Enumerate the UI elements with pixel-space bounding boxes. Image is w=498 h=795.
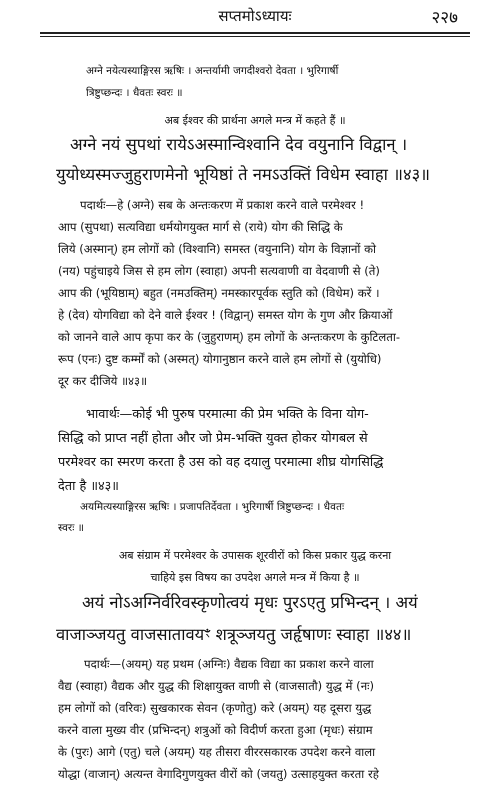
header-rule — [40, 32, 470, 34]
page-number: २२७ — [431, 8, 458, 28]
padartha-line: वैद्य (स्वाहा) वैद्यक और युद्ध की शिक्षायुक्त वाणी से (वाजसातौ) युद्ध में (नः) — [58, 679, 375, 693]
padartha-line: रूप (एनः) दुष्ट कर्म्मों को (अस्मत्) योगानुष्ठान करने वाले हम लोगों से (युयोधि) — [58, 352, 382, 366]
padartha-line: लिये (अस्मान्) हम लोगों को (विश्वानि) समस्त (वयुनानि) योग के विज्ञानों को — [58, 242, 376, 256]
page-header — [40, 4, 470, 30]
header-rule-thin — [40, 36, 470, 37]
padartha-line: आप की (भूयिष्ठाम्) बहुत (नमउक्तिम्) नमस्कारपूर्वक स्तुति को (विधेम) करें । — [58, 286, 380, 300]
mantra-line: युयोध्यस्मज्जुहुराणमेनो भूयिष्ठां ते नमऽउक्तिं विधेम स्वाहा ॥४३॥ — [56, 165, 431, 184]
padartha-line: योद्धा (वाजान्) अत्यन्त वेगादिगुणयुक्त वीरों को (जयतु) उत्साहयुक्त करता रहे — [58, 767, 379, 781]
padartha-line: पदार्थः—हे (अग्ने) सब के अन्तःकरण में प्रकाश करने वाले परमेश्वर ! — [80, 198, 365, 212]
mantra-line: अयं नोऽअग्निर्वरिवस्कृणोत्वयं मृधः पुरऽएतु प्रभिन्दन् । अयं — [82, 593, 418, 612]
bhavartha-line: परमेश्वर का स्मरण करता है उस को वह दयालु परमात्मा शीघ्र योगसिद्धि — [58, 455, 384, 470]
bhavartha-line: देता है ॥४३॥ — [58, 479, 119, 494]
rishi-line: त्रिष्टुप्छन्दः । धैवतः स्वरः ॥ — [86, 87, 183, 99]
padartha-line: आप (सुपथा) सत्यविद्या धर्मयोगयुक्त मार्ग से (राये) योग की सिद्धि के — [58, 220, 343, 234]
mantra-line: अग्ने नयं सुपथां रायेऽअस्मान्विश्वानि देव वयुनानि विद्वान् । — [70, 135, 408, 154]
rishi-line: स्वरः ॥ — [58, 522, 84, 534]
padartha-line: करने वाला मुख्य वीर (प्रभिन्दन्) शत्रुओं को विदीर्ण करता हुआ (मृधः) संग्राम — [58, 723, 373, 737]
padartha-line: को जानने वाले आप कृपा कर के (जुहुराणम्) हम लोगों के अन्तःकरण के कुटिलता- — [58, 330, 401, 344]
chapter-title: सप्तमोऽध्यायः — [218, 7, 292, 25]
mantra-line: वाजाञ्जयतु वाजसातावयꣳ शत्रूञ्जयतु जर्हृषाणः स्वाहा ॥४४॥ — [56, 625, 412, 644]
rishi-line: अग्ने नयेत्यस्याङ्गिरस ऋषिः । अन्तर्यामी जगदीश्वरो देवता । भुरिगार्षी — [86, 65, 339, 77]
padartha-line: (नय) पहुंचाइये जिस से हम लोग (स्वाहा) अपनी सत्यवाणी वा वेदवाणी से (ते) — [58, 264, 380, 278]
bhavartha-line: सिद्धि को प्राप्त नहीं होता और जो प्रेम-भक्ति युक्त होकर योगबल से — [58, 431, 368, 446]
padartha-line: हे (देव) योगविद्या को देने वाले ईश्वर ! (विद्वान्) समस्त योग के गुण और क्रियाओं — [58, 308, 393, 322]
padartha-line: पदार्थः—(अयम्) यह प्रथम (अग्निः) वैद्यक विद्या का प्रकाश करने वाला — [84, 657, 374, 671]
padartha-line: हम लोगों को (वरिवः) सुखकारक सेवन (कृणोतु) करे (अयम्) यह दूसरा युद्ध — [58, 701, 372, 715]
bhavartha-line: भावार्थः—कोई भी पुरुष परमात्मा की प्रेम भक्ति के विना योग- — [86, 407, 369, 422]
intro-note: चाहिये इस विषय का उपदेश अगले मन्त्र में किया है ॥ — [150, 571, 360, 584]
padartha-line: के (पुरः) आगे (एतु) चले (अयम्) यह तीसरा वीररसकारक उपदेश करने वाला — [58, 745, 376, 759]
intro-note: अब संग्राम में परमेश्वर के उपासक शूरवीरों को किस प्रकार युद्ध करना — [118, 549, 392, 562]
rishi-line: अयमित्यस्याङ्गिरस ऋषिः । प्रजापतिर्देवता । भुरिगार्षी त्रिष्टुप्छन्दः । धैवतः — [80, 501, 345, 513]
intro-note: अब ईश्वर की प्रार्थना अगले मन्त्र में कहते हैं ॥ — [164, 114, 346, 127]
padartha-line: दूर कर दीजिये ॥४३॥ — [58, 374, 148, 388]
